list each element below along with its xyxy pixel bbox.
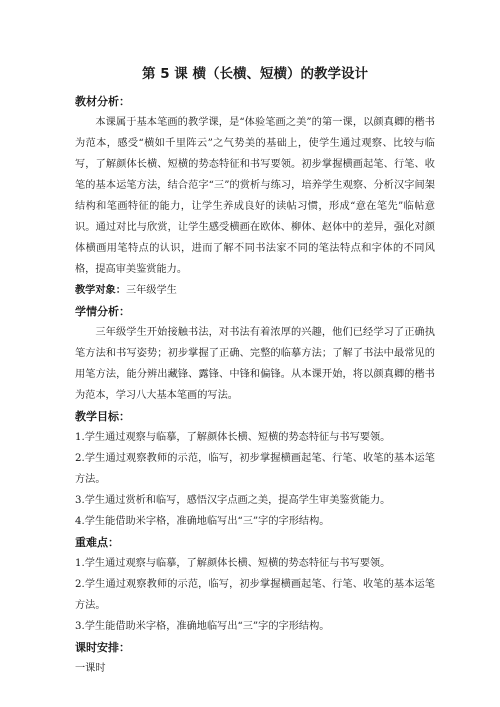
audience-value: 三年级学生 [125, 285, 177, 296]
audience-label: 教学对象： [75, 285, 126, 296]
audience-line [75, 280, 435, 301]
document-title: 第 5 课 横（长横、短横）的教学设计 [142, 66, 368, 82]
objective-item-3: 3.学生通过赏析和临写，感悟汉字点画之美，提高学生审美鉴赏能力。 [75, 495, 391, 506]
objective-item-2: 2.学生通过观察教师的示范，临写，初步掌握横画起笔、行笔、收笔的基本运笔方法。 [75, 453, 435, 485]
schedule-value: 一课时 [75, 663, 106, 674]
material-analysis-text: 本课属于基本笔画的教学课，是“体验笔画之美”的第一课，以颜真卿的楷书为范本，感受“横如千里阵云”之气势美的基础上，使学生通过观察、比较与临写，了解颜体长横、短横的势态特征和书写要领。初步掌握横画起笔、行笔、收笔的基本运笔方法，结合范字“三”的赏析与练习，培养学生观察、分析汉字间架结构和笔画特征的能力，让学生养成良好的读帖习惯，形成“意在笔先”临帖意识。通过对比与欣赏，让学生感受横画在欧体、柳体、赵体中的差异，强化对颜体横画用笔特点的认识，进而了解不同书法家不同的笔法特点和字体的不同风格，提高审美鉴赏能力。 [75, 117, 435, 275]
key-point-item-1: 1.学生通过观察与临摹，了解颜体长横、短横的势态特征与书写要领。 [75, 558, 391, 569]
material-analysis-heading: 教材分析： [75, 95, 130, 108]
objectives-heading: 教学目标： [75, 410, 130, 423]
learner-analysis-text: 三年级学生开始接触书法，对书法有着浓厚的兴趣，他们已经学习了正确执笔方法和书写姿势；初步掌握了正确、完整的临摹方法；了解了书法中最常见的用笔方法，能分辨出藏锋、露锋、中锋和偏锋。从本课开始，将以颜真卿的楷书为范本，学习八大基本笔画的写法。 [75, 327, 435, 401]
key-point-item-2: 2.学生通过观察教师的示范，临写，初步掌握横画起笔、行笔、收笔的基本运笔方法。 [75, 579, 435, 611]
key-point-item-3: 3.学生能借助米字格，准确地临写出“三”字的字形结构。 [75, 621, 330, 632]
learner-analysis-heading: 学情分析： [75, 305, 130, 318]
objective-item-1: 1.学生通过观察与临摹，了解颜体长横、短横的势态特征与书写要领。 [75, 432, 391, 443]
document-page [75, 64, 435, 679]
schedule-heading: 课时安排： [75, 641, 130, 654]
key-points-heading: 重难点： [75, 536, 119, 549]
objective-item-4: 4.学生能借助米字格，准确地临写出“三”字的字形结构。 [75, 516, 330, 527]
